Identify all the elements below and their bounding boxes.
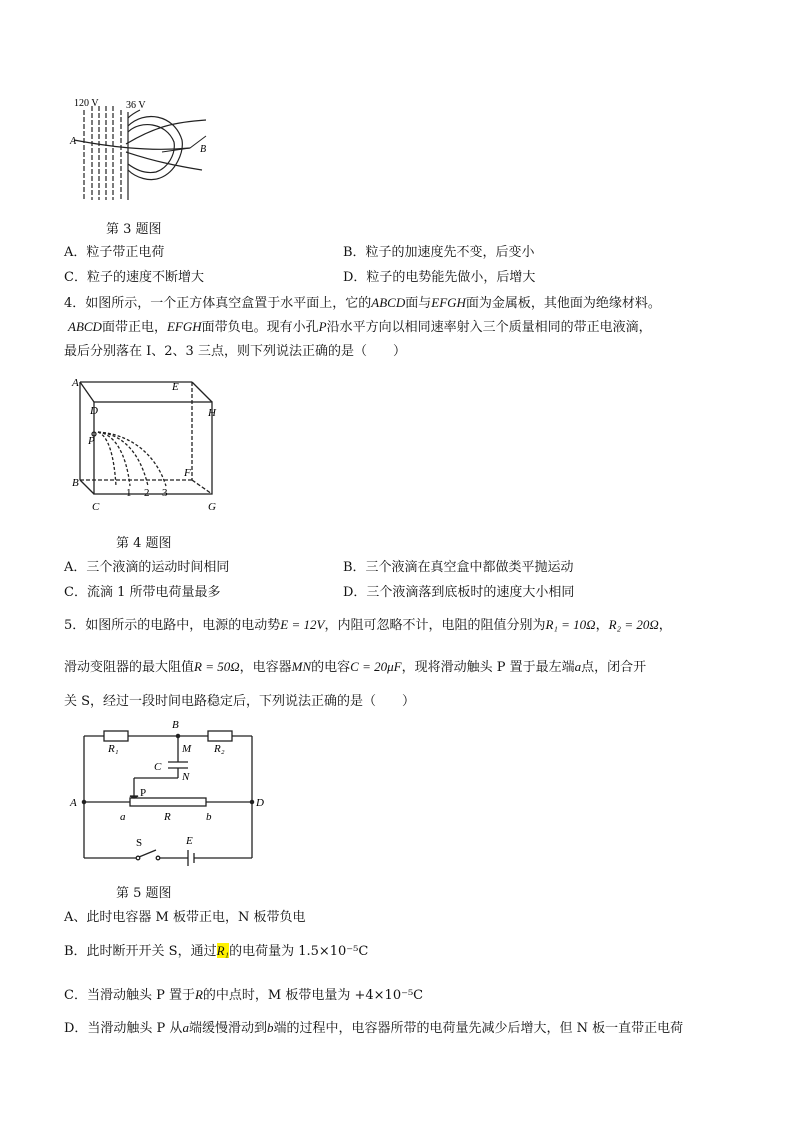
- q4-stem-line-1: 4．如图所示，一个正方体真空盒置于水平面上，它的ABCD面与EFGH面为金属板，其他面为绝缘材料。: [64, 295, 661, 311]
- figure-4-diagram: [68, 374, 228, 514]
- q3-option-b: B．粒子的加速度先不变，后变小: [343, 245, 535, 260]
- fig4-label-2: 2: [144, 487, 150, 499]
- fig5-label-b-end: b: [206, 811, 212, 823]
- fig3-label-120v: 120 V: [74, 98, 99, 109]
- fig5-label-p: P: [140, 787, 147, 799]
- fig4-label-p: P: [88, 435, 95, 447]
- fig5-label-r2: R₂: [214, 743, 225, 755]
- fig5-label-a-node: A: [70, 797, 77, 809]
- q4-stem-line-2: ABCD面带正电，EFGH面带负电。现有小孔P沿水平方向以相同速率射入三个质量相同的带正电液滴，: [68, 319, 652, 335]
- fig5-label-n: N: [182, 771, 190, 783]
- q4-option-a: A．三个液滴的运动时间相同: [64, 560, 230, 575]
- q4-option-c: C．流滴 1 所带电荷量最多: [64, 585, 221, 600]
- q5-stem-line-3: 关 S，经过一段时间电路稳定后，下列说法正确的是（ ）: [64, 694, 416, 709]
- fig5-label-a-end: a: [120, 811, 126, 823]
- q5-option-d: D．当滑动触头 P 从a端缓慢滑动到b端的过程中，电容器所带的电荷量先减少后增大，但 N 板一直带正电荷: [64, 1020, 684, 1036]
- fig4-label-a: A: [72, 377, 79, 389]
- fig4-label-e: E: [172, 381, 179, 393]
- fig4-label-f: F: [184, 467, 191, 479]
- fig5-label-m: M: [182, 743, 192, 755]
- fig5-label-c: C: [154, 761, 162, 773]
- fig4-label-g: G: [208, 501, 216, 513]
- figure-5-circuit: [64, 716, 274, 866]
- fig5-label-b: B: [172, 719, 179, 731]
- figure-3-diagram: [66, 96, 216, 206]
- fig5-label-s: S: [136, 837, 143, 849]
- figure-4-caption: 第 4 题图: [116, 536, 172, 551]
- fig4-label-b: B: [72, 477, 79, 489]
- fig3-label-36v: 36 V: [126, 100, 146, 111]
- fig5-label-e: E: [186, 835, 193, 847]
- fig5-label-d-node: D: [256, 797, 264, 809]
- fig3-label-a: A: [70, 136, 77, 147]
- q4-option-b: B．三个液滴在真空盒中都做类平抛运动: [343, 560, 574, 575]
- fig4-label-3: 3: [162, 487, 168, 499]
- q3-option-d: D．粒子的电势能先做小，后增大: [343, 270, 536, 285]
- figure-3-caption: 第 3 题图: [106, 222, 162, 237]
- fig3-label-b: B: [200, 144, 207, 155]
- q5-stem-line-2: 滑动变阻器的最大阻值R = 50Ω，电容器MN的电容C = 20μF，现将滑动触头 P 置于最左端a点，闭合开: [64, 659, 647, 675]
- fig4-label-h: H: [208, 407, 216, 419]
- fig4-label-d: D: [90, 405, 98, 417]
- fig4-label-c: C: [92, 501, 100, 513]
- fig4-label-1: 1: [126, 487, 132, 499]
- fig5-label-r: R: [164, 811, 171, 823]
- q5-option-c: C．当滑动触头 P 置于R的中点时，M 板带电量为 +4×10⁻⁵C: [64, 987, 424, 1003]
- q5-option-b: B．此时断开开关 S，通过R₁的电荷量为 1.5×10⁻⁵C: [64, 943, 369, 959]
- q5-option-a: A、此时电容器 M 板带正电，N 板带负电: [64, 910, 306, 925]
- q4-option-d: D．三个液滴落到底板时的速度大小相同: [343, 585, 575, 600]
- q3-option-a: A．粒子带正电荷: [64, 245, 165, 260]
- figure-5-caption: 第 5 题图: [116, 886, 172, 901]
- q3-option-c: C．粒子的速度不断增大: [64, 270, 204, 285]
- fig5-label-r1: R₁: [108, 743, 119, 755]
- highlighted-r1: R₁: [216, 943, 230, 958]
- q5-stem-line-1: 5．如图所示的电路中，电源的电动势E = 12V，内阻可忽略不计，电阻的阻值分别为R₁ = 10Ω，R₂ = 20Ω，: [64, 617, 672, 633]
- q4-stem-line-3: 最后分别落在 I、2、3 三点，则下列说法正确的是（ ）: [64, 344, 406, 359]
